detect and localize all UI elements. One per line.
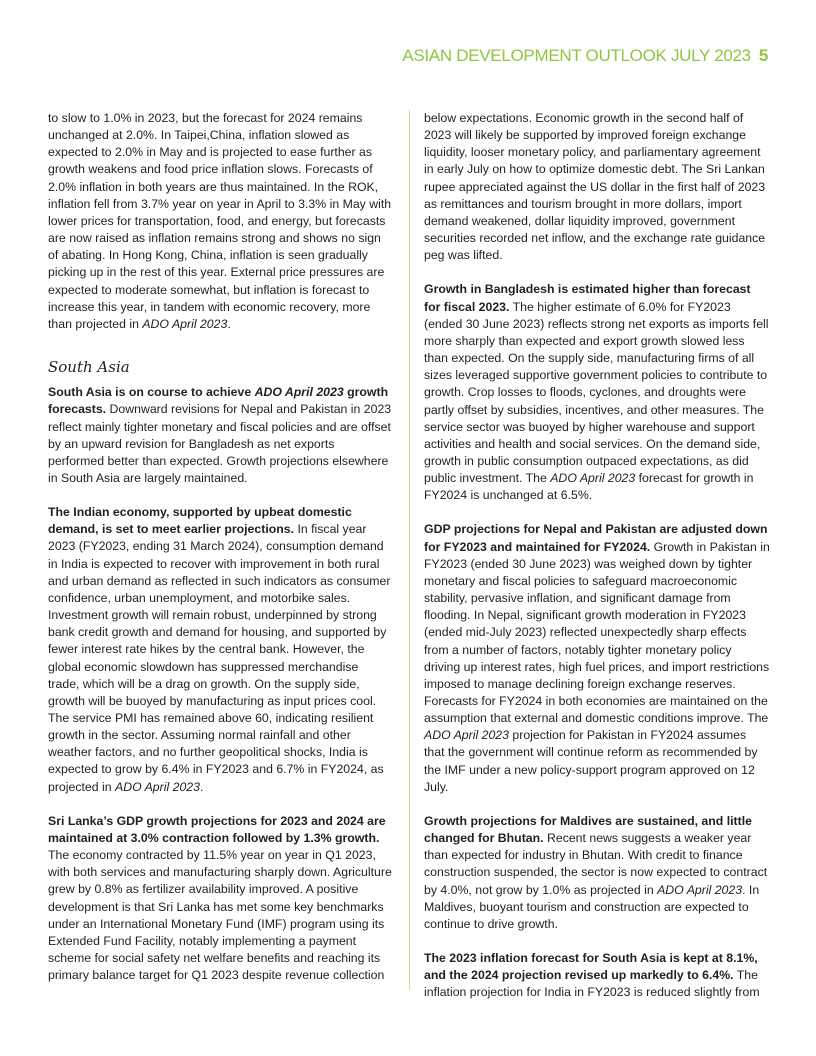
section-heading-south-asia: South Asia xyxy=(48,358,130,377)
publication-reference: ADO April 2023 xyxy=(424,728,509,743)
paragraph-nepal-pakistan: GDP projections for Nepal and Pakistan are adjusted down for FY2023 and maintained for FY2024. Growth in Pakistan in FY2023 (ended 30 June 2023) was weighed down by tighter monetary and fiscal policies to safeguard macroeconomic stability, pervasive inflation, and significant damage from flooding. In Nepal, significant growth moderation in FY2023 (ended mid-July 2023) reflected unexpectedly sharp effects from a number of factors, notably tighter monetary policy driving up interest rates, high fuel prices, and import restrictions imposed to manage declining foreign exchange reserves. Forecasts for FY2024 in both economies are maintained on the assumption that external and domestic conditions improve. The ADO April 2023 projection for Pakistan in FY2024 assumes that the government will continue reform as recommended by the IMF under a new policy-support program approved on 12 July. xyxy=(424,522,770,794)
page-number: 5 xyxy=(758,46,768,65)
paragraph-sri-lanka-continued: below expectations. Economic growth in the second half of 2023 will likely be supported by improved foreign exchange liquidity, looser monetary policy, and parliamentary agreement in early July on how to optimize domestic debt. The Sri Lankan rupee appreciated against the US dollar in the first half of 2023 as remittances and tourism brought in more dollars, import demand weakened, dollar liquidity improved, government securities recorded net inflow, and the exchange rate guidance peg was lifted. xyxy=(424,111,766,263)
left-column xyxy=(48,110,393,1001)
publication-reference: ADO April 2023 xyxy=(115,779,200,794)
report-title: ASIAN DEVELOPMENT OUTLOOK JULY 2023 xyxy=(402,46,751,65)
paragraph-south-asia-overview: South Asia is on course to achieve ADO April 2023 growth forecasts. Downward revisions for Nepal and Pakistan in 2023 reflect mainly tighter monetary and fiscal policies and are offset by an upward revision for Bangladesh as net exports performed better than expected. Growth projections elsewhere in South Asia are largely maintained. xyxy=(48,385,392,485)
paragraph-inflation-south-asia: The 2023 inflation forecast for South Asia is kept at 8.1%, and the 2024 projection revised up markedly to 6.4%. The inflation projection for India in FY2023 is reduced slightly from xyxy=(424,951,760,1000)
paragraph-bangladesh: Growth in Bangladesh is estimated higher than forecast for fiscal 2023. The higher estimate of 6.0% for FY2023 (ended 30 June 2023) reflects strong net exports as imports fell more sharply than expected and export growth slowed less than expected. On the supply side, manufacturing firms of all sizes leveraged supportive government policies to contribute to growth. Crop losses to floods, cyclones, and droughts were partly offset by subsidies, incentives, and other measures. The service sector was buoyed by higher warehouse and support activities and health and social services. On the demand side, growth in public consumption outpaced expectations, as did public investment. The ADO April 2023 forecast for growth in FY2024 is unchanged at 6.5%. xyxy=(424,282,769,503)
running-header xyxy=(402,46,768,66)
paragraph-india: The Indian economy, supported by upbeat domestic demand, is set to meet earlier projections. In fiscal year 2023 (FY2023, ending 31 March 2024), consumption demand in India is expected to recover with improvement in both rural and urban demand as reflected in such indicators as consumer confidence, urban unemployment, and motorbike sales. Investment growth will remain robust, underpinned by strong bank credit growth and demand for housing, and supported by fewer interest rate hikes by the central bank. However, the global economic slowdown has suppressed merchandise trade, which will be a drag on growth. On the supply side, growth will be buoyed by manufacturing as input prices cool. The service PMI has remained above 60, indicating resilient growth in the sector. Assuming normal rainfall and other weather factors, and no further geopolitical shocks, India is expected to grow by 6.4% in FY2023 and 6.7% in FY2024, as projected in ADO April 2023. xyxy=(48,505,391,794)
paragraph-sri-lanka: Sri Lanka’s GDP growth projections for 2023 and 2024 are maintained at 3.0% contraction followed by 1.3% growth. The economy contracted by 11.5% year on year in Q1 2023, with both services and manufacturing sharply down. Agriculture grew by 0.8% as fertilizer availability improved. A positive development is that Sri Lanka has met some key benchmarks under an International Monetary Fund (IMF) program using its Extended Fund Facility, notably implementing a payment scheme for social safety net welfare benefits and reaching its primary balance target for Q1 2023 despite revenue collection xyxy=(48,813,392,983)
right-column xyxy=(424,110,770,1019)
paragraph-inflation-east-asia: to slow to 1.0% in 2023, but the forecast for 2024 remains unchanged at 2.0%. In Taipei,China, inflation slowed as expected to 2.0% in May and is projected to ease further as growth weakens and food price inflation slows. Forecasts of 2.0% inflation in both years are thus maintained. In the ROK, inflation fell from 3.7% year on year in April to 3.3% in May with lower prices for transportation, food, and energy, but forecasts are now raised as inflation remains strong and shows no sign of abating. In Hong Kong, China, inflation is seen gradually picking up in the rest of this year. External price pressures are expected to moderate somewhat, but inflation is forecast to increase this year, in tandem with economic recovery, more than projected in ADO April 2023. xyxy=(48,111,392,331)
publication-reference: ADO April 2023 xyxy=(142,316,228,331)
paragraph-maldives-bhutan: Growth projections for Maldives are sustained, and little changed for Bhutan. Recent news suggests a weaker year than expected for industry in Bhutan. With credit to finance construction suspended, the sector is now expected to contract by 4.0%, not grow by 1.0% as projected in ADO April 2023. In Maldives, buoyant tourism and construction are expected to continue to drive growth. xyxy=(424,813,768,931)
column-divider xyxy=(409,110,410,990)
publication-reference: ADO April 2023 xyxy=(550,471,636,486)
publication-reference: ADO April 2023 xyxy=(657,882,743,897)
